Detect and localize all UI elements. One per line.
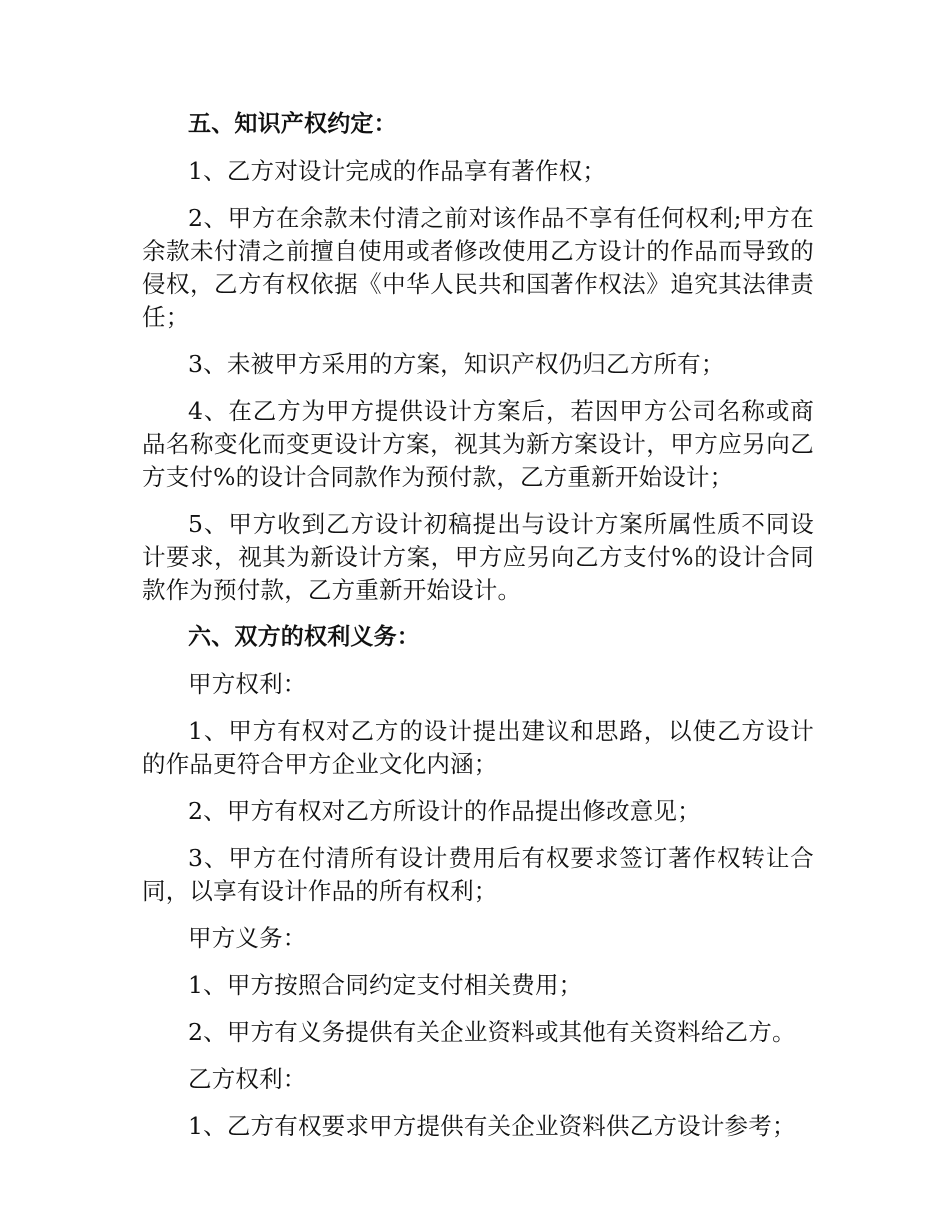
ip-clause-4: 4、在乙方为甲方提供设计方案后，若因甲方公司名称或商品名称变化而变更设计方案，视其为新方案设计，甲方应另向乙方支付%的设计合同款作为预付款，乙方重新开始设计； xyxy=(142,397,814,491)
ip-clause-5: 5、甲方收到乙方设计初稿提出与设计方案所属性质不同设计要求，视其为新设计方案，甲方应另向乙方支付%的设计合同款作为预付款，乙方重新开始设计。 xyxy=(142,510,814,604)
section-heading-ip: 五、知识产权约定： xyxy=(188,111,397,137)
party-a-duty-2: 2、甲方有义务提供有关企业资料或其他有关资料给乙方。 xyxy=(188,1018,796,1046)
party-a-duty-1: 1、甲方按照合同约定支付相关费用； xyxy=(188,971,583,999)
ip-clause-3: 3、未被甲方采用的方案，知识产权仍归乙方所有； xyxy=(188,350,725,378)
party-b-right-1: 1、乙方有权要求甲方提供有关企业资料供乙方设计参考； xyxy=(188,1112,796,1140)
document-body xyxy=(142,108,814,1157)
section-heading-rights-duties: 六、双方的权利义务： xyxy=(188,624,420,650)
party-a-right-2: 2、甲方有权对乙方所设计的作品提出修改意见； xyxy=(188,797,701,825)
ip-clause-2: 2、甲方在余款未付清之前对该作品不享有任何权利;甲方在余款未付清之前擅自使用或者修改使用乙方设计的作品而导致的侵权，乙方有权依据《中华人民共和国著作权法》追究其法律责任； xyxy=(142,204,814,331)
party-a-duties-title: 甲方义务： xyxy=(188,924,307,952)
party-b-rights-title: 乙方权利： xyxy=(188,1065,307,1093)
ip-clause-1: 1、乙方对设计完成的作品享有著作权； xyxy=(188,157,607,185)
party-a-right-1: 1、甲方有权对乙方的设计提出建议和思路，以使乙方设计的作品更符合甲方企业文化内涵； xyxy=(142,717,814,778)
party-a-rights-title: 甲方权利： xyxy=(188,670,307,698)
party-a-right-3: 3、甲方在付清所有设计费用后有权要求签订著作权转让合同，以享有设计作品的所有权利； xyxy=(142,844,814,905)
